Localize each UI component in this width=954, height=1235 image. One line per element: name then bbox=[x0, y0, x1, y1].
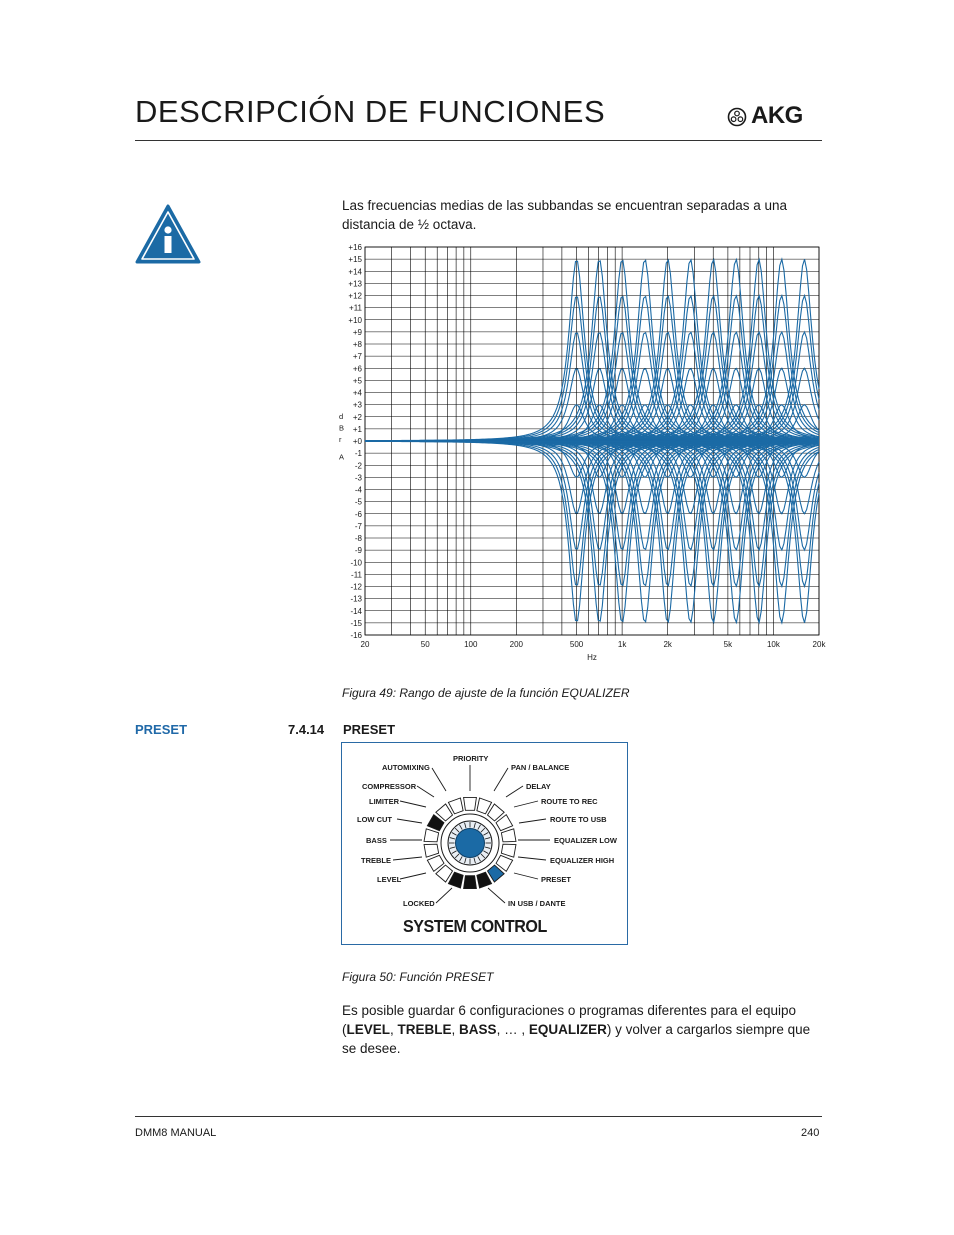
led-segment bbox=[501, 844, 516, 857]
y-tick-label: +6 bbox=[352, 364, 362, 374]
system-control-panel bbox=[341, 742, 628, 945]
y-tick-label: -10 bbox=[350, 558, 362, 568]
y-tick-label: +14 bbox=[348, 267, 362, 277]
section-number: 7.4.14 bbox=[288, 722, 325, 737]
y-tick-label: +9 bbox=[352, 327, 362, 337]
logo-wordmark: AKG bbox=[751, 102, 803, 129]
led-segment bbox=[501, 829, 516, 842]
label-level: LEVEL bbox=[377, 875, 402, 884]
y-tick-label: -11 bbox=[351, 570, 362, 580]
svg-text:A: A bbox=[339, 452, 345, 462]
system-control-title: SYSTEM CONTROL bbox=[403, 916, 547, 936]
footer-manual-name: DMM8 MANUAL bbox=[135, 1127, 217, 1139]
body-sep: , bbox=[451, 1022, 460, 1037]
label-route-to-usb: ROUTE TO USB bbox=[550, 815, 607, 824]
led-segment bbox=[464, 876, 477, 889]
page-title: DESCRIPCIÓN DE FUNCIONES bbox=[135, 94, 606, 129]
x-tick-label: 5k bbox=[723, 640, 733, 649]
label-leader-line bbox=[393, 857, 422, 860]
label-pan-balance: PAN / BALANCE bbox=[511, 763, 570, 772]
header-rule bbox=[135, 140, 822, 141]
y-tick-label: +11 bbox=[349, 303, 362, 313]
y-tick-label: -6 bbox=[354, 509, 362, 519]
body-text: Es posible guardar 6 configuraciones o programas diferentes para el equipo ( bbox=[342, 1003, 797, 1037]
x-tick-label: 50 bbox=[420, 640, 430, 649]
label-leader-line bbox=[417, 786, 434, 797]
label-leader-line bbox=[514, 801, 538, 807]
body-sep: , … , bbox=[496, 1022, 529, 1037]
svg-text:B: B bbox=[339, 423, 345, 433]
figure-49-caption: Figura 49: Rango de ajuste de la función EQUALIZER bbox=[342, 686, 630, 700]
label-leader-line bbox=[436, 888, 452, 903]
label-limiter: LIMITER bbox=[369, 797, 399, 806]
y-axis-label bbox=[339, 412, 344, 462]
y-tick-label: -15 bbox=[350, 618, 362, 628]
term-bass: BASS bbox=[459, 1022, 497, 1037]
label-leader-line bbox=[519, 819, 546, 823]
label-leader-line bbox=[518, 857, 546, 860]
x-tick-label: 20k bbox=[812, 640, 826, 649]
x-tick-label: 1k bbox=[617, 640, 627, 649]
label-in-usb-dante: IN USB / DANTE bbox=[508, 899, 566, 908]
x-tick-label: 100 bbox=[464, 640, 478, 649]
y-tick-label: -14 bbox=[350, 606, 362, 616]
label-leader-line bbox=[400, 873, 426, 879]
term-treble: TREBLE bbox=[397, 1022, 452, 1037]
label-route-to-rec: ROUTE TO REC bbox=[541, 797, 598, 806]
term-equalizer: EQUALIZER bbox=[528, 1022, 607, 1037]
x-tick-label: 500 bbox=[569, 640, 584, 649]
led-segment bbox=[424, 829, 439, 842]
y-tick-label: +3 bbox=[352, 400, 362, 410]
label-leader-line bbox=[506, 786, 523, 797]
y-tick-label: +13 bbox=[348, 279, 362, 289]
y-tick-label: +1 bbox=[352, 424, 362, 434]
rotary-encoder-icon bbox=[441, 814, 499, 872]
intro-paragraph: Las frecuencias medias de las subbandas se encuentran separadas a una distancia de ½ octava. bbox=[342, 198, 788, 232]
y-tick-label: -3 bbox=[354, 473, 362, 483]
svg-text:r: r bbox=[339, 435, 342, 445]
y-tick-label: -5 bbox=[354, 497, 362, 507]
body-text: ) y volver a cargarlos siempre que se desee. bbox=[342, 1022, 811, 1056]
page-number: 240 bbox=[801, 1127, 820, 1139]
label-leader-line bbox=[488, 888, 505, 903]
y-tick-label: +7 bbox=[352, 352, 362, 362]
label-leader-line bbox=[514, 873, 538, 879]
label-low-cut: LOW CUT bbox=[357, 815, 392, 824]
x-tick-label: 20 bbox=[360, 640, 370, 649]
y-tick-label: +8 bbox=[352, 340, 362, 349]
y-tick-label: +10 bbox=[348, 315, 362, 325]
y-tick-label: +15 bbox=[348, 255, 362, 265]
svg-text:d: d bbox=[339, 412, 344, 422]
label-compressor: COMPRESSOR bbox=[362, 782, 417, 791]
y-tick-label: -13 bbox=[350, 594, 362, 604]
section-title: PRESET bbox=[343, 722, 396, 737]
label-preset: PRESET bbox=[541, 875, 572, 884]
x-axis-label: Hz bbox=[587, 653, 597, 662]
y-tick-label: +16 bbox=[348, 243, 362, 252]
akg-logo bbox=[727, 102, 823, 130]
y-tick-label: -7 bbox=[354, 521, 362, 531]
figure-50-caption: Figura 50: Función PRESET bbox=[342, 970, 494, 984]
y-tick-label: -16 bbox=[350, 631, 362, 640]
label-equalizer-high: EQUALIZER HIGH bbox=[550, 856, 615, 865]
term-level: LEVEL bbox=[346, 1022, 391, 1037]
label-delay: DELAY bbox=[526, 782, 551, 791]
y-tick-label: -9 bbox=[354, 546, 362, 556]
y-tick-label: +4 bbox=[352, 388, 362, 398]
body-sep: , bbox=[390, 1022, 398, 1037]
label-treble: TREBLE bbox=[361, 856, 391, 865]
y-tick-label: +2 bbox=[352, 412, 362, 422]
y-tick-label: -4 bbox=[354, 485, 362, 495]
label-leader-line bbox=[432, 768, 446, 791]
x-tick-label: 2k bbox=[663, 640, 672, 649]
led-segment bbox=[424, 844, 439, 857]
y-tick-label: -2 bbox=[354, 461, 362, 471]
footer-rule bbox=[135, 1116, 822, 1117]
y-tick-label: -12 bbox=[350, 582, 362, 592]
label-leader-line bbox=[400, 801, 426, 807]
label-leader-line bbox=[397, 819, 422, 823]
equalizer-chart-svg bbox=[335, 238, 827, 668]
side-heading-preset: PRESET bbox=[135, 722, 188, 737]
info-warning-triangle-icon bbox=[134, 203, 202, 265]
x-tick-label: 10k bbox=[766, 640, 780, 649]
y-tick-label: +0 bbox=[352, 437, 362, 446]
equalizer-range-chart bbox=[335, 238, 827, 668]
label-automixing: AUTOMIXING bbox=[382, 763, 430, 772]
label-bass: BASS bbox=[366, 836, 387, 845]
y-tick-label: +12 bbox=[348, 291, 362, 301]
label-leader-line bbox=[494, 768, 508, 791]
label-equalizer-low: EQUALIZER LOW bbox=[554, 836, 617, 845]
body-paragraph bbox=[342, 1001, 822, 1058]
led-segment bbox=[464, 797, 477, 810]
section-heading bbox=[288, 722, 395, 737]
label-locked: LOCKED bbox=[403, 899, 435, 908]
y-tick-label: -1 bbox=[354, 449, 362, 459]
x-tick-label: 200 bbox=[509, 640, 524, 649]
akg-emblem-icon bbox=[727, 107, 747, 127]
label-priority: PRIORITY bbox=[453, 754, 489, 763]
y-tick-label: -8 bbox=[354, 534, 362, 543]
y-tick-label: +5 bbox=[352, 376, 362, 386]
